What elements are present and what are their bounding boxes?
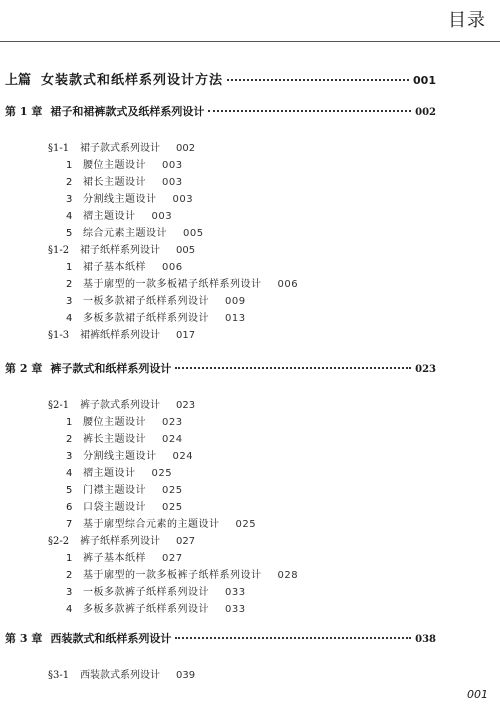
entry-title: 西装款式系列设计 — [80, 670, 160, 681]
entry-page: 024 — [162, 434, 183, 445]
toc-item[interactable] — [66, 566, 298, 581]
entry-page: 023 — [162, 417, 183, 428]
entry-page: 027 — [162, 553, 183, 564]
entry-number: 1 — [66, 553, 73, 564]
toc-item[interactable] — [66, 207, 172, 222]
entry-page: 024 — [172, 451, 194, 462]
entry-number: 3 — [66, 296, 73, 307]
chapter-page: 038 — [415, 634, 436, 645]
dot-leader — [175, 637, 411, 639]
entry-number: 5 — [66, 485, 73, 496]
entry-page: 003 — [172, 194, 194, 205]
entry-page: 025 — [162, 502, 183, 513]
toc-item[interactable] — [66, 258, 183, 273]
entry-title: 裙子款式系列设计 — [80, 143, 160, 154]
chapter-title: 裙子和裙裤款式及纸样系列设计 — [50, 105, 205, 118]
entry-title: 裤子纸样系列设计 — [80, 536, 160, 547]
entry-number: 7 — [66, 519, 73, 530]
chapter-page: 023 — [415, 364, 436, 375]
entry-title: 褶主题设计 — [83, 211, 136, 222]
toc-item[interactable] — [66, 173, 183, 188]
entry-title: 裤子基本纸样 — [83, 553, 146, 564]
entry-number: 3 — [66, 194, 73, 205]
entry-page: 023 — [176, 400, 196, 411]
entry-number: 4 — [66, 604, 73, 615]
entry-page: 005 — [183, 228, 204, 239]
entry-number: 6 — [66, 502, 73, 513]
entry-number: 3 — [66, 451, 73, 462]
toc-item[interactable] — [66, 413, 183, 428]
entry-page: 003 — [151, 211, 173, 222]
entry-page: 013 — [225, 313, 246, 324]
toc-section[interactable] — [48, 532, 195, 547]
dot-leader — [208, 110, 411, 112]
entry-title: 分割线主题设计 — [83, 451, 157, 462]
entry-title: 一板多款裙子纸样系列设计 — [83, 296, 209, 307]
part-title: 女装款式和纸样系列设计方法 — [41, 73, 224, 88]
entry-number: §1-3 — [48, 330, 70, 341]
part-heading[interactable] — [5, 69, 436, 88]
entry-page: 009 — [225, 296, 246, 307]
toc-section[interactable] — [48, 326, 195, 341]
entry-page: 033 — [225, 604, 246, 615]
entry-number: 2 — [66, 570, 73, 581]
entry-number: 1 — [66, 262, 73, 273]
entry-page: 005 — [176, 245, 196, 256]
entry-title: 腰位主题设计 — [83, 160, 146, 171]
toc-item[interactable] — [66, 549, 183, 564]
chapter-title: 西装款式和纸样系列设计 — [50, 632, 172, 645]
toc-item[interactable] — [66, 515, 256, 530]
toc-section[interactable] — [48, 139, 195, 154]
toc-section[interactable] — [48, 241, 195, 256]
dot-leader — [227, 79, 409, 81]
entry-title: 裤子款式系列设计 — [80, 400, 160, 411]
toc-item[interactable] — [66, 430, 183, 445]
toc-item[interactable] — [66, 464, 172, 479]
toc-section[interactable] — [48, 666, 195, 681]
toc-item[interactable] — [66, 583, 246, 598]
entry-number: §2-2 — [48, 536, 70, 547]
toc-item[interactable] — [66, 600, 246, 615]
toc-item[interactable] — [66, 481, 183, 496]
header-rule — [0, 41, 500, 42]
entry-number: 4 — [66, 468, 73, 479]
entry-number: §2-1 — [48, 400, 70, 411]
entry-page: 033 — [225, 587, 246, 598]
entry-number: §1-1 — [48, 143, 70, 154]
toc-item[interactable] — [66, 275, 298, 290]
chapter-page: 002 — [415, 107, 436, 118]
entry-number: 4 — [66, 313, 73, 324]
chapter-heading[interactable] — [5, 630, 436, 646]
entry-title: 裤长主题设计 — [83, 434, 146, 445]
chapter-label: 第 1 章 — [5, 105, 43, 118]
entry-title: 腰位主题设计 — [83, 417, 146, 428]
entry-title: 门襟主题设计 — [83, 485, 146, 496]
entry-title: 基于廓型的一款多板裙子纸样系列设计 — [83, 279, 262, 290]
entry-page: 027 — [176, 536, 196, 547]
entry-title: 多板多款裤子纸样系列设计 — [83, 604, 209, 615]
entry-number: 1 — [66, 160, 73, 171]
entry-title: 综合元素主题设计 — [83, 228, 167, 239]
entry-title: 裙裤纸样系列设计 — [80, 330, 160, 341]
entry-title: 褶主题设计 — [83, 468, 136, 479]
toc-item[interactable] — [66, 498, 183, 513]
toc-item[interactable] — [66, 309, 246, 324]
page-number: 001 — [467, 688, 488, 701]
entry-number: 1 — [66, 417, 73, 428]
entry-number: §3-1 — [48, 670, 70, 681]
entry-title: 裙子纸样系列设计 — [80, 245, 160, 256]
toc-item[interactable] — [66, 292, 246, 307]
chapter-label: 第 3 章 — [5, 632, 43, 645]
entry-page: 003 — [162, 177, 183, 188]
entry-number: §1-2 — [48, 245, 70, 256]
entry-page: 025 — [162, 485, 183, 496]
entry-number: 4 — [66, 211, 73, 222]
entry-number: 3 — [66, 587, 73, 598]
entry-title: 口袋主题设计 — [83, 502, 146, 513]
entry-page: 002 — [176, 143, 196, 154]
chapter-heading[interactable] — [5, 103, 436, 119]
chapter-title: 裤子款式和纸样系列设计 — [50, 362, 172, 375]
dot-leader — [175, 367, 411, 369]
entry-title: 一板多款裤子纸样系列设计 — [83, 587, 209, 598]
entry-number: 5 — [66, 228, 73, 239]
toc-section[interactable] — [48, 396, 195, 411]
toc-item[interactable] — [66, 156, 183, 171]
entry-page: 006 — [277, 279, 299, 290]
entry-title: 分割线主题设计 — [83, 194, 157, 205]
entry-title: 基于廓型综合元素的主题设计 — [83, 519, 220, 530]
entry-title: 裙长主题设计 — [83, 177, 146, 188]
entry-title: 裙子基本纸样 — [83, 262, 146, 273]
chapter-heading[interactable] — [5, 360, 436, 376]
part-label: 上篇 — [5, 73, 32, 88]
entry-page: 028 — [277, 570, 299, 581]
entry-page: 003 — [162, 160, 183, 171]
toc-item[interactable] — [66, 224, 204, 239]
entry-page: 017 — [176, 330, 196, 341]
entry-title: 基于廓型的一款多板裤子纸样系列设计 — [83, 570, 262, 581]
entry-number: 2 — [66, 177, 73, 188]
page-title: 目录 — [448, 10, 486, 31]
toc-item[interactable] — [66, 447, 193, 462]
entry-page: 006 — [162, 262, 183, 273]
entry-number: 2 — [66, 434, 73, 445]
entry-page: 039 — [176, 670, 196, 681]
entry-number: 2 — [66, 279, 73, 290]
entry-page: 025 — [235, 519, 257, 530]
toc-item[interactable] — [66, 190, 193, 205]
entry-title: 多板多款裙子纸样系列设计 — [83, 313, 209, 324]
chapter-label: 第 2 章 — [5, 362, 43, 375]
part-page: 001 — [413, 74, 436, 87]
entry-page: 025 — [151, 468, 173, 479]
